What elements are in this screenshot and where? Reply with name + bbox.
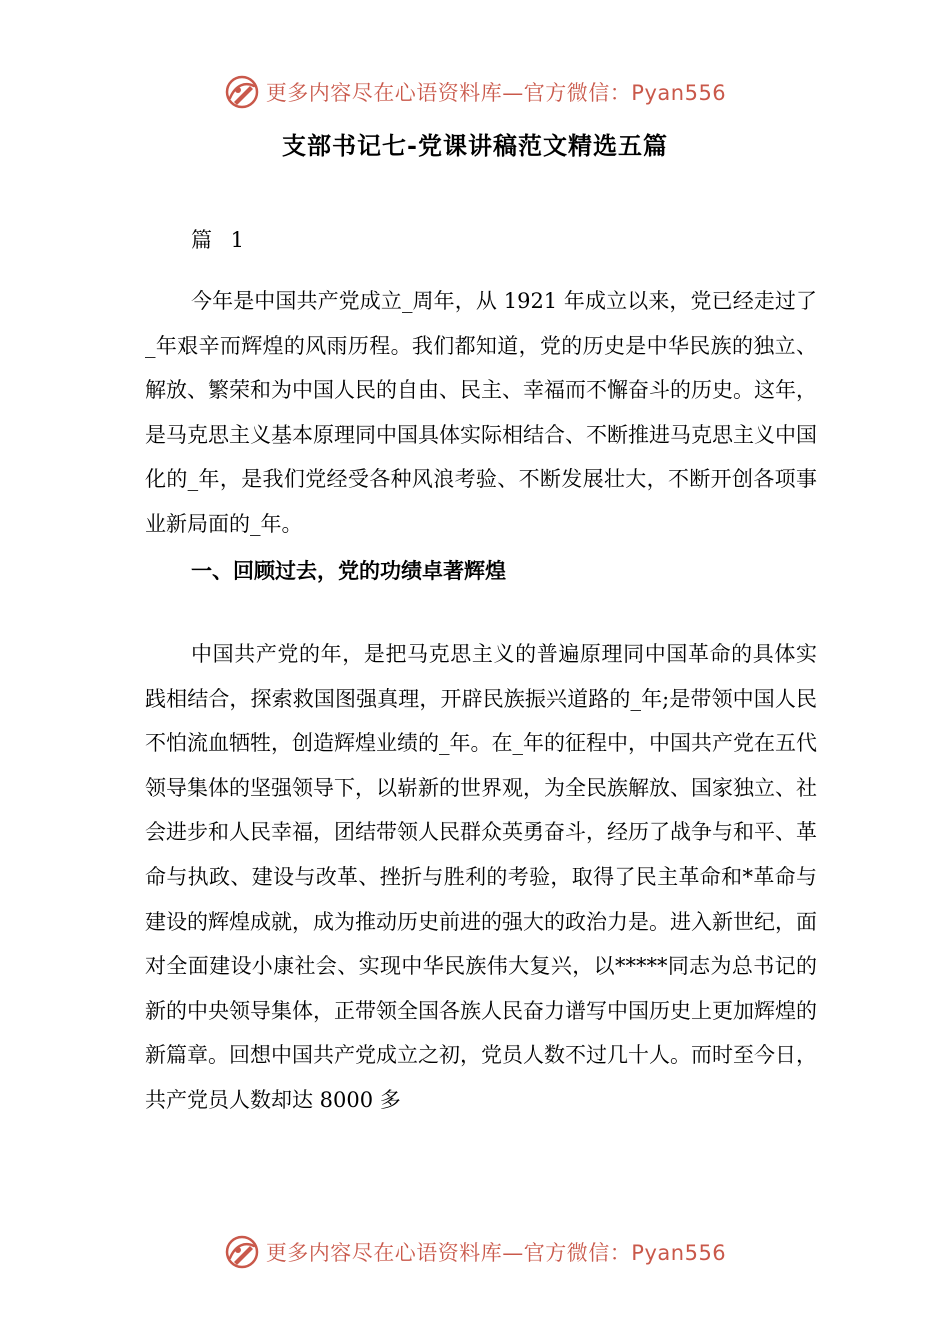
brand-logo-icon	[224, 74, 260, 110]
brand-logo-icon	[224, 1234, 260, 1270]
paragraph-body: 中国共产党的年，是把马克思主义的普遍原理同中国革命的具体实践相结合，探索救国图强真理，开辟民族振兴道路的_年;是带领中国人民不怕流血牺牲，创造辉煌业绩的_年。在_年的征程中，中国共产党在五代领导集体的坚强领导下，以崭新的世界观，为全民族解放、国家独立、社会进步和人民幸福，团结带领人民群众英勇奋斗，经历了战争与和平、革命与执政、建设与改革、挫折与胜利的考验，取得了民主革命和*革命与建设的辉煌成就，成为推动历史前进的强大的政治力是。进入新世纪，面对全面建设小康社会、实现中华民族伟大复兴，以*****同志为总书记的新的中央领导集体，正带领全国各族人民奋力谱写中国历史上更加辉煌的新篇章。回想中国共产党成立之初，党员人数不过几十人。而时至今日，共产党员人数却达 8000 多	[145, 642, 817, 1112]
paragraph-intro: 今年是中国共产党成立_周年，从 1921 年成立以来，党已经走过了_年艰辛而辉煌的风雨历程。我们都知道，党的历史是中华民族的独立、解放、繁荣和为中国人民的自由、民主、幸福而不懈奋斗的历史。这年，是马克思主义基本原理同中国具体实际相结合、不断推进马克思主义中国化的_年，是我们党经受各种风浪考验、不断发展壮大，不断开创各项事业新局面的_年。	[145, 289, 817, 536]
watermark-text: 更多内容尽在心语资料库—官方微信：Pyan556	[265, 81, 727, 105]
document-title: 支部书记七-党课讲稿范文精选五篇	[282, 131, 668, 160]
section-label: 篇 1	[191, 228, 251, 252]
watermark-header	[0, 70, 950, 114]
watermark-footer	[0, 1230, 950, 1274]
section-heading: 一、回顾过去，党的功绩卓著辉煌	[191, 558, 506, 583]
watermark-text: 更多内容尽在心语资料库—官方微信：Pyan556	[265, 1241, 727, 1265]
